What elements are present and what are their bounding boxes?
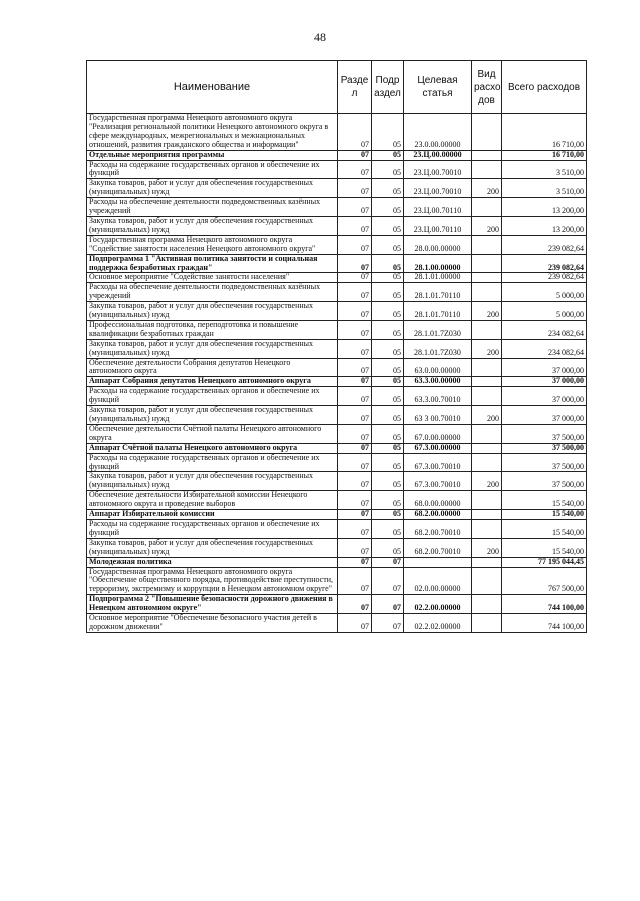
row-target-cell: 28.1.01.70110 (404, 283, 472, 302)
row-name-cell: Закупка товаров, работ и услуг для обеспечения государственных (муниципальных) нужд (87, 406, 338, 425)
budget-table (86, 60, 587, 633)
row-section-cell: 07 (338, 510, 372, 520)
row-name-cell: Обеспечение деятельности Избирательной комиссии Ненецкого автономного округа и проведение выборов (87, 491, 338, 510)
row-subsection-cell: 05 (372, 377, 404, 387)
row-name-cell: Профессиональная подготовка, переподготовка и повышение квалификации безработных граждан (87, 320, 338, 339)
table-body (87, 114, 587, 633)
row-name-cell: Государственная программа Ненецкого автономного округа "Обеспечение общественного порядка, противодействие преступности, терроризму, экстремизму и коррупции в Ненецком автономном округе" (87, 567, 338, 595)
row-target-cell: 67.0.00.00000 (404, 424, 472, 443)
row-total-cell: 37 500,00 (502, 453, 587, 472)
row-target-cell: 23.Ц.00.70110 (404, 216, 472, 235)
row-name-cell: Расходы на содержание государственных органов и обеспечение их функций (87, 453, 338, 472)
header-section: Разде л (338, 61, 372, 114)
row-expense-type-cell (472, 567, 502, 595)
row-name-cell: Закупка товаров, работ и услуг для обеспечения государственных (муниципальных) нужд (87, 216, 338, 235)
row-total-cell: 767 500,00 (502, 567, 587, 595)
row-name-cell: Обеспечение деятельности Собрания депутатов Ненецкого автономного округа (87, 358, 338, 377)
row-expense-type-cell (472, 491, 502, 510)
row-expense-type-cell (472, 320, 502, 339)
row-total-cell: 234 082,64 (502, 339, 587, 358)
row-total-cell: 5 000,00 (502, 283, 587, 302)
table-row (87, 235, 587, 254)
table-row (87, 114, 587, 151)
row-name-cell: Расходы на обеспечение деятельности подведомственных казённых учреждений (87, 283, 338, 302)
row-expense-type-cell (472, 273, 502, 283)
row-target-cell: 02.0.00.00000 (404, 567, 472, 595)
row-section-cell: 07 (338, 179, 372, 198)
row-total-cell: 744 100,00 (502, 595, 587, 614)
row-total-cell: 37 500,00 (502, 443, 587, 453)
row-target-cell (404, 557, 472, 567)
row-subsection-cell: 05 (372, 406, 404, 425)
row-section-cell: 07 (338, 538, 372, 557)
row-subsection-cell: 07 (372, 557, 404, 567)
row-total-cell: 37 000,00 (502, 377, 587, 387)
header-name: Наименование (87, 61, 338, 114)
row-name-cell: Закупка товаров, работ и услуг для обеспечения государственных (муниципальных) нужд (87, 302, 338, 321)
row-total-cell: 15 540,00 (502, 519, 587, 538)
row-subsection-cell: 05 (372, 216, 404, 235)
row-total-cell: 239 082,64 (502, 273, 587, 283)
row-target-cell: 68.2.00.70010 (404, 538, 472, 557)
row-total-cell: 234 082,64 (502, 320, 587, 339)
row-target-cell: 63.3.00.00000 (404, 377, 472, 387)
row-expense-type-cell (472, 150, 502, 160)
row-name-cell: Расходы на обеспечение деятельности подведомственных казённых учреждений (87, 198, 338, 217)
page-number: 48 (314, 30, 326, 44)
row-expense-type-cell (472, 595, 502, 614)
table-row (87, 472, 587, 491)
row-subsection-cell: 05 (372, 283, 404, 302)
row-target-cell: 23.Ц.00.70010 (404, 179, 472, 198)
row-name-cell: Молодежная политика (87, 557, 338, 567)
row-section-cell: 07 (338, 406, 372, 425)
row-section-cell: 07 (338, 424, 372, 443)
row-target-cell: 02.2.02.00000 (404, 614, 472, 633)
row-name-cell: Закупка товаров, работ и услуг для обеспечения государственных (муниципальных) нужд (87, 339, 338, 358)
row-section-cell: 07 (338, 387, 372, 406)
row-expense-type-cell: 200 (472, 216, 502, 235)
table-row (87, 510, 587, 520)
header-target: Целевая статья (404, 61, 472, 114)
row-expense-type-cell (472, 114, 502, 151)
row-target-cell: 68.2.00.00000 (404, 510, 472, 520)
row-total-cell: 744 100,00 (502, 614, 587, 633)
row-name-cell: Расходы на содержание государственных органов и обеспечение их функций (87, 160, 338, 179)
table-row (87, 179, 587, 198)
row-name-cell: Подпрограмма 1 "Активная политика занятости и социальная поддержка безработных граждан" (87, 254, 338, 273)
row-section-cell: 07 (338, 160, 372, 179)
row-subsection-cell: 05 (372, 150, 404, 160)
row-name-cell: Аппарат Избирательной комиссии (87, 510, 338, 520)
row-section-cell: 07 (338, 216, 372, 235)
row-name-cell: Расходы на содержание государственных органов и обеспечение их функций (87, 387, 338, 406)
table-row (87, 595, 587, 614)
row-expense-type-cell (472, 443, 502, 453)
row-expense-type-cell (472, 198, 502, 217)
row-section-cell: 07 (338, 453, 372, 472)
row-total-cell: 13 200,00 (502, 198, 587, 217)
row-target-cell: 02.2.00.00000 (404, 595, 472, 614)
row-total-cell: 15 540,00 (502, 491, 587, 510)
row-expense-type-cell (472, 283, 502, 302)
row-expense-type-cell (472, 358, 502, 377)
row-subsection-cell: 05 (372, 198, 404, 217)
row-name-cell: Государственная программа Ненецкого автономного округа "Содействие занятости населения Ненецкого автономного округа" (87, 235, 338, 254)
row-section-cell: 07 (338, 235, 372, 254)
row-expense-type-cell (472, 614, 502, 633)
row-expense-type-cell (472, 377, 502, 387)
row-target-cell: 63.3.00.70010 (404, 387, 472, 406)
row-total-cell: 37 000,00 (502, 358, 587, 377)
row-section-cell: 07 (338, 358, 372, 377)
table-row (87, 216, 587, 235)
row-section-cell: 07 (338, 491, 372, 510)
row-name-cell: Подпрограмма 2 "Повышение безопасности дорожного движения в Ненецком автономном округе" (87, 595, 338, 614)
row-target-cell: 28.1.00.00000 (404, 254, 472, 273)
row-section-cell: 07 (338, 254, 372, 273)
row-section-cell: 07 (338, 114, 372, 151)
row-total-cell: 13 200,00 (502, 216, 587, 235)
row-subsection-cell: 05 (372, 472, 404, 491)
row-section-cell: 07 (338, 283, 372, 302)
table-row (87, 150, 587, 160)
row-total-cell: 37 000,00 (502, 387, 587, 406)
row-subsection-cell: 05 (372, 510, 404, 520)
row-section-cell: 07 (338, 198, 372, 217)
row-expense-type-cell: 200 (472, 302, 502, 321)
row-target-cell: 28.1.01.7Z030 (404, 320, 472, 339)
table-row (87, 198, 587, 217)
table-row (87, 302, 587, 321)
row-name-cell: Основное мероприятие "Обеспечение безопасного участия детей в дорожном движении" (87, 614, 338, 633)
row-name-cell: Основное мероприятие "Содействие занятости населения" (87, 273, 338, 283)
row-name-cell: Расходы на содержание государственных органов и обеспечение их функций (87, 519, 338, 538)
row-subsection-cell: 07 (372, 614, 404, 633)
row-section-cell: 07 (338, 519, 372, 538)
table-row (87, 557, 587, 567)
row-subsection-cell: 05 (372, 302, 404, 321)
row-target-cell: 28.0.00.00000 (404, 235, 472, 254)
row-total-cell: 15 540,00 (502, 538, 587, 557)
row-expense-type-cell: 200 (472, 538, 502, 557)
row-subsection-cell: 05 (372, 453, 404, 472)
row-total-cell: 37 000,00 (502, 406, 587, 425)
row-expense-type-cell (472, 453, 502, 472)
row-total-cell: 37 500,00 (502, 472, 587, 491)
table-header-row (87, 61, 587, 114)
table-row (87, 424, 587, 443)
row-expense-type-cell (472, 519, 502, 538)
row-subsection-cell: 05 (372, 443, 404, 453)
row-subsection-cell: 05 (372, 424, 404, 443)
row-total-cell: 16 710,00 (502, 150, 587, 160)
row-section-cell: 07 (338, 557, 372, 567)
row-expense-type-cell (472, 510, 502, 520)
table-row (87, 443, 587, 453)
row-section-cell: 07 (338, 339, 372, 358)
row-subsection-cell: 05 (372, 358, 404, 377)
row-expense-type-cell: 200 (472, 406, 502, 425)
row-subsection-cell: 05 (372, 254, 404, 273)
row-name-cell: Обеспечение деятельности Счётной палаты Ненецкого автономного округа (87, 424, 338, 443)
row-section-cell: 07 (338, 273, 372, 283)
row-target-cell: 67.3.00.70010 (404, 453, 472, 472)
table-row (87, 491, 587, 510)
row-target-cell: 23.Ц.00.70010 (404, 160, 472, 179)
row-target-cell: 63.0.00.00000 (404, 358, 472, 377)
row-section-cell: 07 (338, 443, 372, 453)
table-row (87, 453, 587, 472)
row-expense-type-cell: 200 (472, 339, 502, 358)
table-row (87, 519, 587, 538)
row-subsection-cell: 05 (372, 114, 404, 151)
table-row (87, 377, 587, 387)
row-name-cell: Закупка товаров, работ и услуг для обеспечения государственных (муниципальных) нужд (87, 472, 338, 491)
table-row (87, 320, 587, 339)
table-row (87, 567, 587, 595)
row-expense-type-cell (472, 254, 502, 273)
row-name-cell: Отдельные мероприятия программы (87, 150, 338, 160)
row-total-cell: 3 510,00 (502, 179, 587, 198)
row-total-cell: 15 540,00 (502, 510, 587, 520)
row-subsection-cell: 05 (372, 273, 404, 283)
row-expense-type-cell (472, 235, 502, 254)
table-row (87, 387, 587, 406)
table-row (87, 339, 587, 358)
row-name-cell: Аппарат Счётной палаты Ненецкого автономного округа (87, 443, 338, 453)
row-total-cell: 239 082,64 (502, 254, 587, 273)
row-target-cell: 28.1.01.00000 (404, 273, 472, 283)
row-subsection-cell: 05 (372, 235, 404, 254)
row-target-cell: 67.3.00.70010 (404, 472, 472, 491)
table-row (87, 254, 587, 273)
row-subsection-cell: 07 (372, 567, 404, 595)
table-row (87, 614, 587, 633)
row-target-cell: 63 3 00.70010 (404, 406, 472, 425)
table-row (87, 406, 587, 425)
row-total-cell: 16 710,00 (502, 114, 587, 151)
row-section-cell: 07 (338, 595, 372, 614)
row-expense-type-cell (472, 424, 502, 443)
table-row (87, 273, 587, 283)
row-target-cell: 28.1.01.70110 (404, 302, 472, 321)
row-name-cell: Аппарат Собрания депутатов Ненецкого автономного округа (87, 377, 338, 387)
row-subsection-cell: 05 (372, 491, 404, 510)
row-subsection-cell: 05 (372, 538, 404, 557)
row-total-cell: 77 195 044,45 (502, 557, 587, 567)
row-total-cell: 3 510,00 (502, 160, 587, 179)
row-total-cell: 5 000,00 (502, 302, 587, 321)
row-expense-type-cell: 200 (472, 472, 502, 491)
row-subsection-cell: 05 (372, 339, 404, 358)
row-name-cell: Государственная программа Ненецкого автономного округа "Реализация региональной политики Ненецкого автономного округа в сфере международных, межрегиональных и межнациональных отношений, развития гражданского общества и информации" (87, 114, 338, 151)
row-subsection-cell: 05 (372, 160, 404, 179)
row-target-cell: 23.Ц.00.70110 (404, 198, 472, 217)
row-expense-type-cell (472, 160, 502, 179)
row-subsection-cell: 07 (372, 595, 404, 614)
row-section-cell: 07 (338, 472, 372, 491)
row-name-cell: Закупка товаров, работ и услуг для обеспечения государственных (муниципальных) нужд (87, 538, 338, 557)
table-row (87, 283, 587, 302)
row-subsection-cell: 05 (372, 179, 404, 198)
row-target-cell: 68.2.00.70010 (404, 519, 472, 538)
row-name-cell: Закупка товаров, работ и услуг для обеспечения государственных (муниципальных) нужд (87, 179, 338, 198)
row-section-cell: 07 (338, 614, 372, 633)
row-section-cell: 07 (338, 567, 372, 595)
table-row (87, 358, 587, 377)
row-expense-type-cell (472, 557, 502, 567)
header-expense-type: Вид расхо дов (472, 61, 502, 114)
row-target-cell: 68.0.00.00000 (404, 491, 472, 510)
row-expense-type-cell (472, 387, 502, 406)
table-row (87, 538, 587, 557)
row-subsection-cell: 05 (372, 519, 404, 538)
row-target-cell: 67.3.00.00000 (404, 443, 472, 453)
row-target-cell: 23.0.00.00000 (404, 114, 472, 151)
row-total-cell: 239 082,64 (502, 235, 587, 254)
row-total-cell: 37 500,00 (502, 424, 587, 443)
row-target-cell: 28.1.01.7Z030 (404, 339, 472, 358)
row-section-cell: 07 (338, 150, 372, 160)
row-subsection-cell: 05 (372, 320, 404, 339)
row-subsection-cell: 05 (372, 387, 404, 406)
table-row (87, 160, 587, 179)
row-section-cell: 07 (338, 302, 372, 321)
row-section-cell: 07 (338, 320, 372, 339)
row-section-cell: 07 (338, 377, 372, 387)
header-subsection: Подр аздел (372, 61, 404, 114)
row-expense-type-cell: 200 (472, 179, 502, 198)
header-total: Всего расходов (502, 61, 587, 114)
row-target-cell: 23.Ц.00.00000 (404, 150, 472, 160)
